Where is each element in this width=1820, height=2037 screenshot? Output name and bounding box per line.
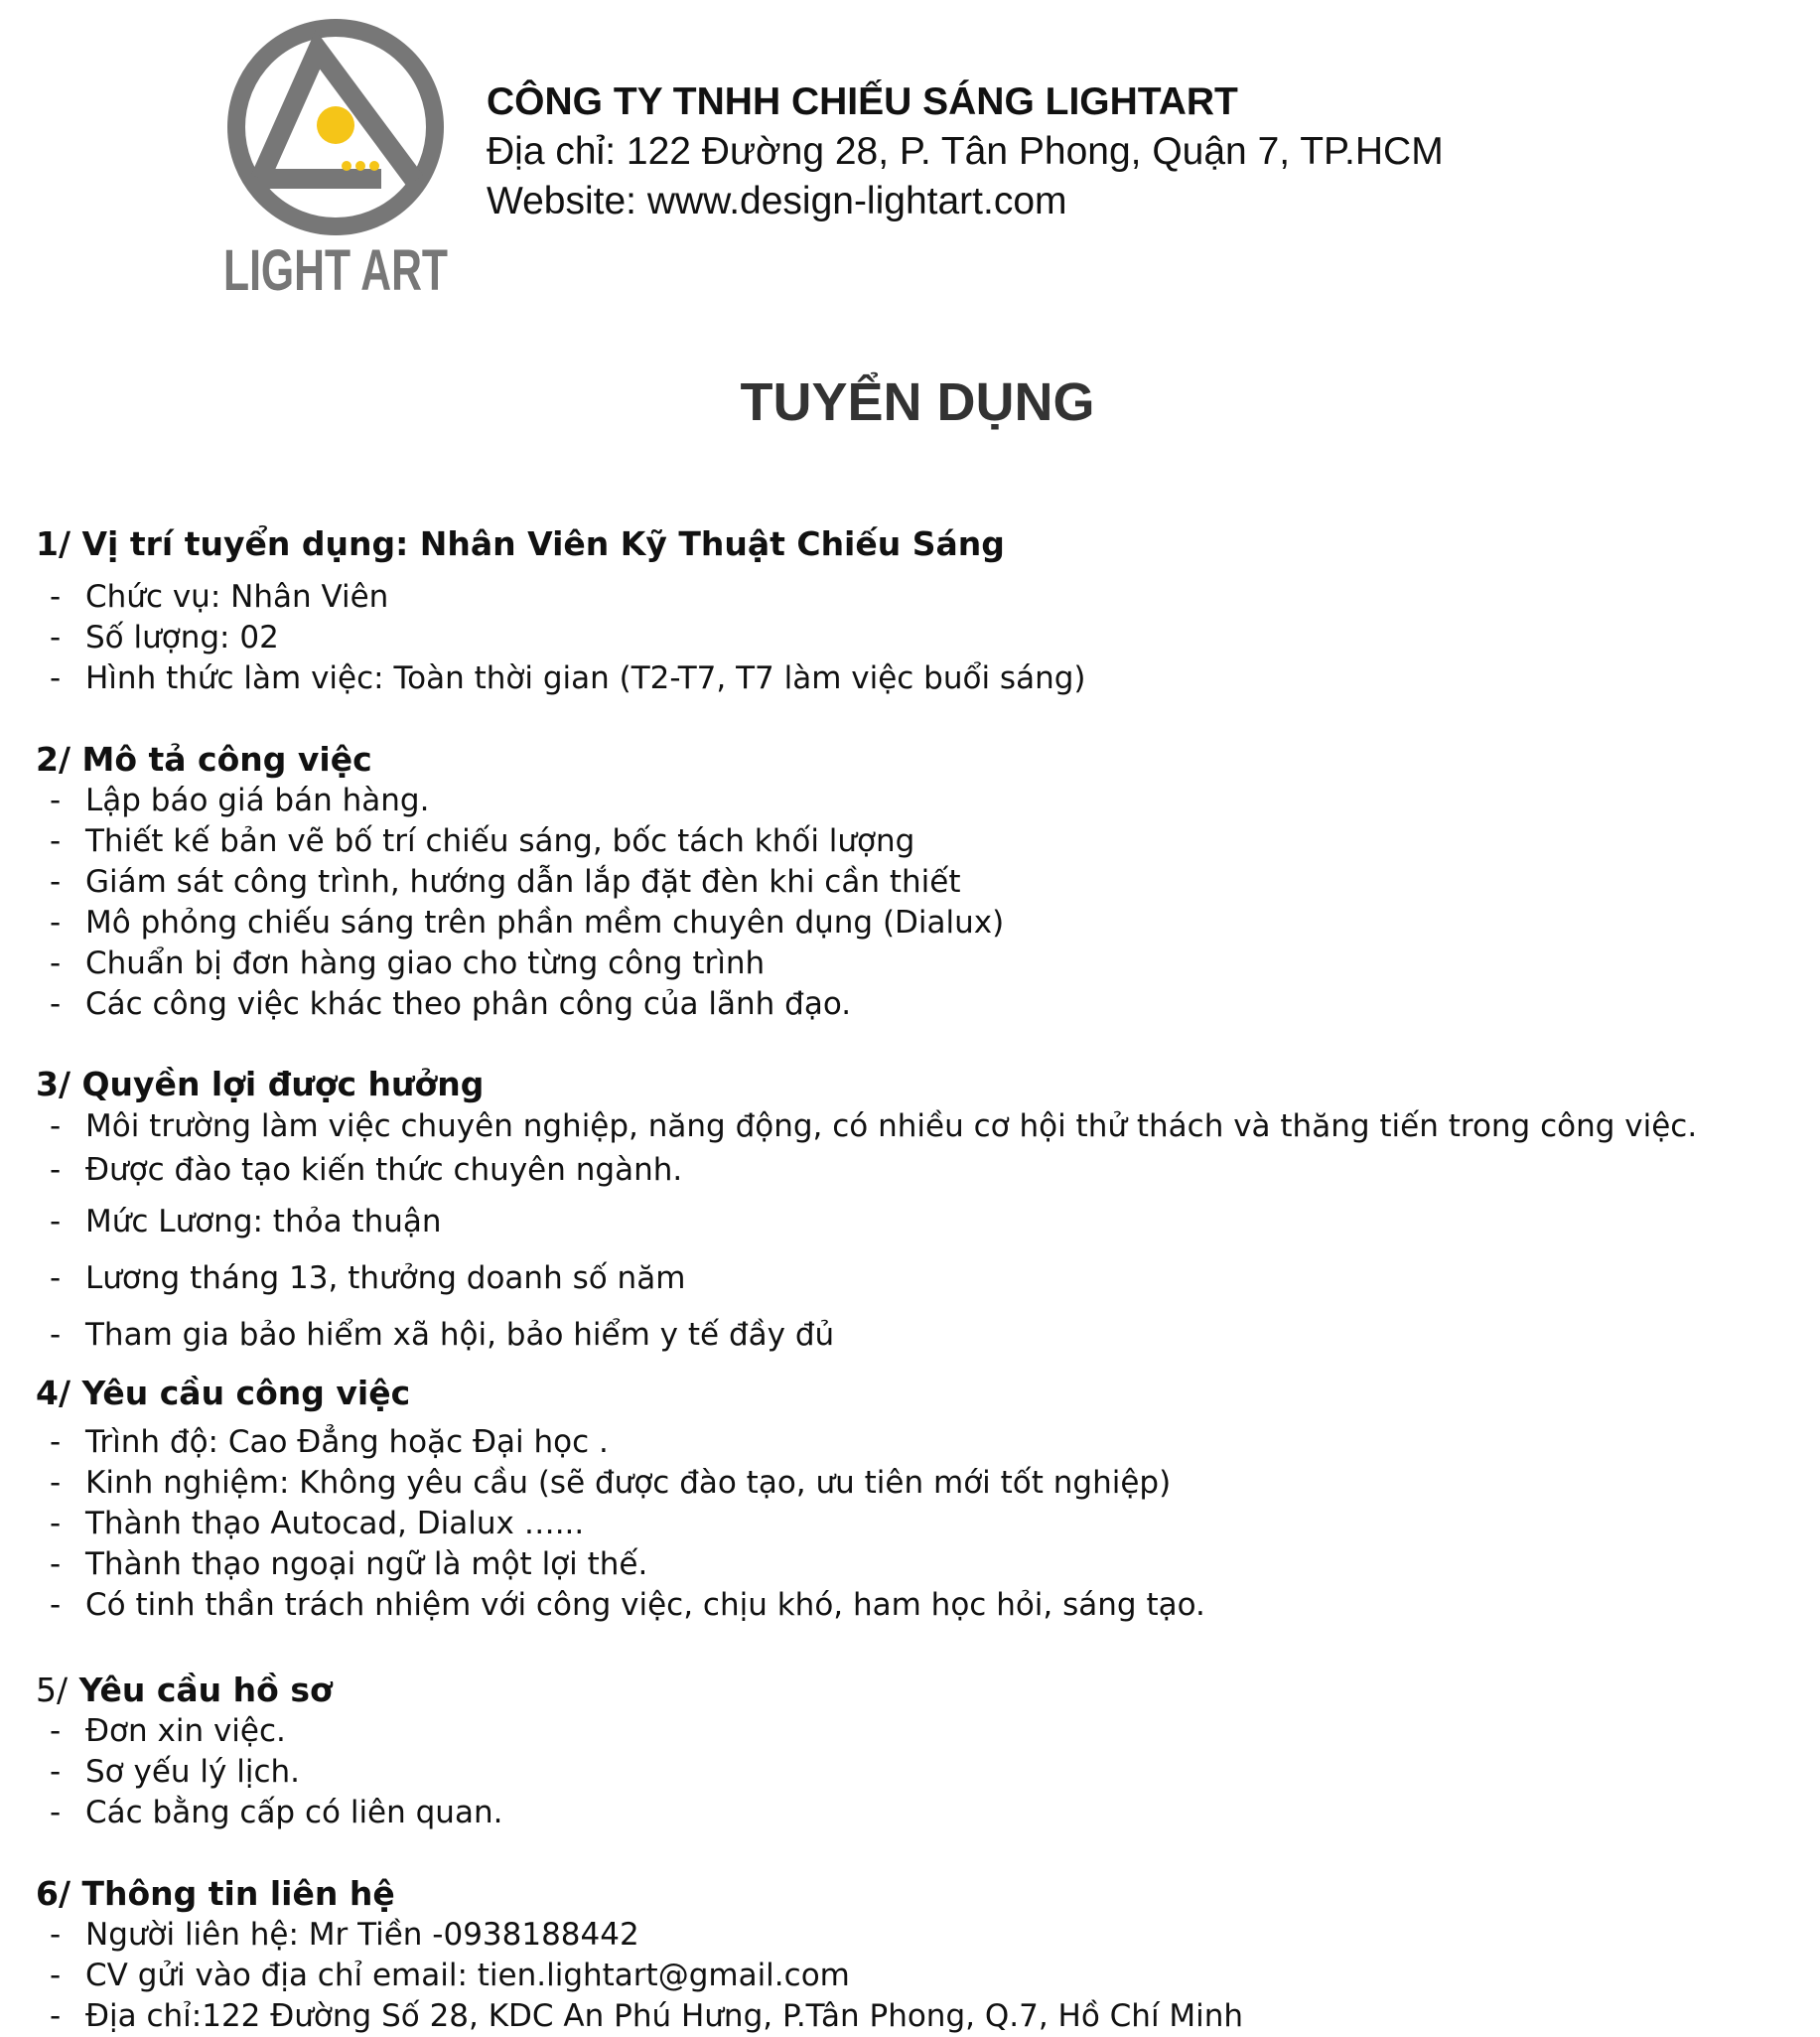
section-list [36,1711,1803,1833]
list-item: - Các bằng cấp có liên quan. [50,1795,503,1830]
section-heading: 1/ Vị trí tuyển dụng: Nhân Viên Kỹ Thuật Chiếu Sáng [36,524,1005,563]
section-number: 5/ [36,1671,69,1709]
list-item: - Tham gia bảo hiểm xã hội, bảo hiểm y tế đầy đủ [50,1317,835,1353]
company-name: CÔNG TY TNHH CHIẾU SÁNG LIGHTART [487,80,1238,123]
list-item: - Hình thức làm việc: Toàn thời gian (T2-T7, T7 làm việc buổi sáng) [50,660,1086,696]
section-list [36,1915,1803,2037]
section-documents [36,1670,1803,1833]
lightart-logo-icon [220,22,455,303]
list-item: - Kinh nghiệm: Không yêu cầu (sẽ được đào tạo, ưu tiên mới tốt nghiệp) [50,1465,1172,1501]
list-item: - Chức vụ: Nhân Viên [50,579,389,615]
section-heading-text: Yêu cầu hồ sơ [78,1671,333,1709]
section-list [36,781,1803,1025]
list-item: - Đơn xin việc. [50,1713,286,1749]
company-info [487,77,1777,226]
page-title: TUYỂN DỤNG [740,372,1095,432]
list-item: - Người liên hệ: Mr Tiền -0938188442 [50,1917,639,1953]
section-position [36,523,1803,699]
list-item: - Trình độ: Cao Đẳng hoặc Đại học . [50,1424,609,1460]
section-benefits [36,1064,1803,1358]
section-list [36,577,1803,699]
section-heading [36,1670,1803,1711]
list-item: - CV gửi vào địa chỉ email: tien.lightart@gmail.com [50,1958,850,1993]
section-heading: 2/ Mô tả công việc [36,740,372,779]
list-item: - Sơ yếu lý lịch. [50,1754,301,1790]
section-requirements [36,1373,1803,1626]
list-item: - Số lượng: 02 [50,620,279,655]
list-item: - Các công việc khác theo phân công của lãnh đạo. [50,986,852,1022]
list-item: - Mô phỏng chiếu sáng trên phần mềm chuyên dụng (Dialux) [50,905,1005,941]
list-item: - Lập báo giá bán hàng. [50,783,430,818]
section-heading: 4/ Yêu cầu công việc [36,1374,411,1412]
section-list [36,1105,1803,1358]
company-website: Website: www.design-lightart.com [487,180,1067,222]
list-item: - Được đào tạo kiến thức chuyên ngành. [50,1152,683,1188]
logo-text: LIGHT ART [223,238,448,303]
list-item: - Địa chỉ:122 Đường Số 28, KDC An Phú Hưng, P.Tân Phong, Q.7, Hồ Chí Minh [50,1998,1244,2034]
company-address: Địa chỉ: 122 Đường 28, P. Tân Phong, Quận 7, TP.HCM [487,130,1444,173]
list-item: - Giám sát công trình, hướng dẫn lắp đặt đèn khi cần thiết [50,864,961,900]
list-item: - Chuẩn bị đơn hàng giao cho từng công trình [50,946,766,981]
company-logo [220,22,455,303]
section-heading: 3/ Quyền lợi được hưởng [36,1065,485,1103]
list-item: - Thành thạo Autocad, Dialux …... [50,1506,585,1541]
list-item: - Lương tháng 13, thưởng doanh số năm [50,1260,686,1296]
section-contact [36,1873,1803,2037]
section-job-description [36,739,1803,1025]
section-heading: 6/ Thông tin liên hệ [36,1874,395,1913]
list-item: - Mức Lương: thỏa thuận [50,1204,442,1239]
section-list [36,1422,1803,1626]
list-item: - Môi trường làm việc chuyên nghiệp, năng động, có nhiều cơ hội thử thách và thăng tiến trong công việc. [50,1108,1698,1144]
list-item: - Có tinh thần trách nhiệm với công việc, chịu khó, ham học hỏi, sáng tạo. [50,1587,1205,1623]
list-item: - Thành thạo ngoại ngữ là một lợi thế. [50,1546,648,1582]
list-item: - Thiết kế bản vẽ bố trí chiếu sáng, bốc tách khối lượng [50,823,915,859]
